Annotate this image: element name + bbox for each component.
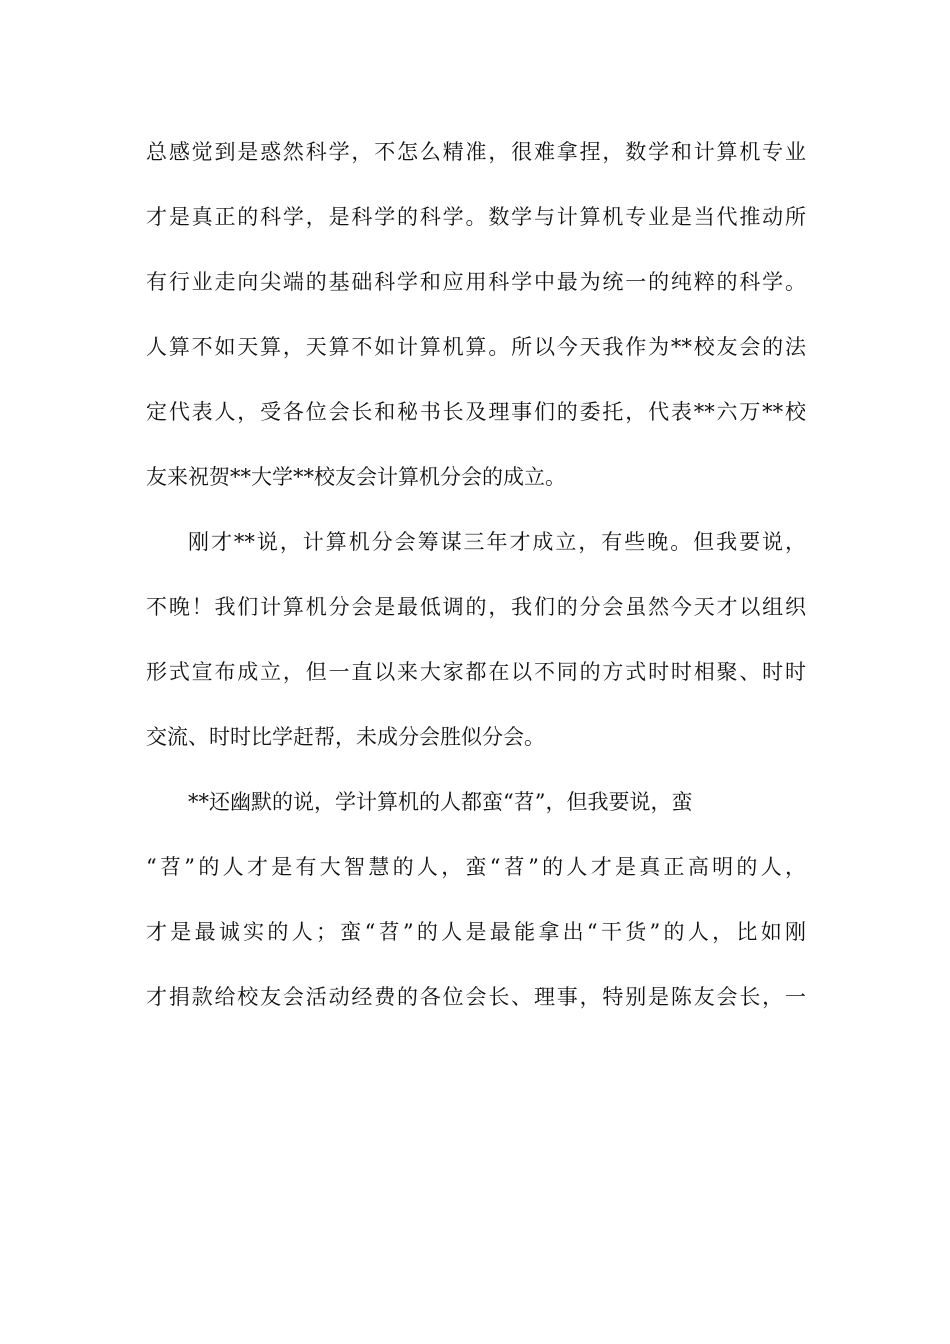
text-line: 交流、时时比学赶帮，未成分会胜似分会。 [146, 725, 545, 749]
text-line: 定代表人，受各位会长和秘书长及理事们的委托，代表**六万**校 [146, 400, 806, 424]
paragraph-2 [146, 512, 806, 772]
text-line: 不晚！我们计算机分会是最低调的，我们的分会虽然今天才以组织 [146, 595, 806, 619]
text-line: “苕”的人才是有大智慧的人，蛮“苕”的人才是真正高明的人， [146, 855, 806, 879]
text-line: 形式宣布成立，但一直以来大家都在以不同的方式时时相聚、时时 [146, 660, 806, 684]
text-line: **还幽默的说，学计算机的人都蛮“苕”，但我要说，蛮 [188, 790, 693, 814]
text-line: 友来祝贺**大学**校友会计算机分会的成立。 [146, 465, 566, 489]
paragraph-1 [146, 122, 806, 512]
body-text [146, 122, 806, 1032]
text-line: 才是最诚实的人；蛮“苕”的人是最能拿出“干货”的人，比如刚 [146, 920, 806, 944]
text-line: 总感觉到是惑然科学，不怎么精准，很难拿捏，数学和计算机专业 [146, 140, 806, 164]
text-line: 有行业走向尖端的基础科学和应用科学中最为统一的纯粹的科学。 [146, 270, 806, 294]
paragraph-3 [146, 772, 806, 1032]
text-line: 才捐款给校友会活动经费的各位会长、理事，特别是陈友会长，一 [146, 985, 806, 1009]
text-line: 才是真正的科学，是科学的科学。数学与计算机专业是当代推动所 [146, 205, 806, 229]
text-line: 人算不如天算，天算不如计算机算。所以今天我作为**校友会的法 [146, 335, 806, 359]
text-line: 刚才**说，计算机分会筹谋三年才成立，有些晚。但我要说， [188, 530, 806, 554]
